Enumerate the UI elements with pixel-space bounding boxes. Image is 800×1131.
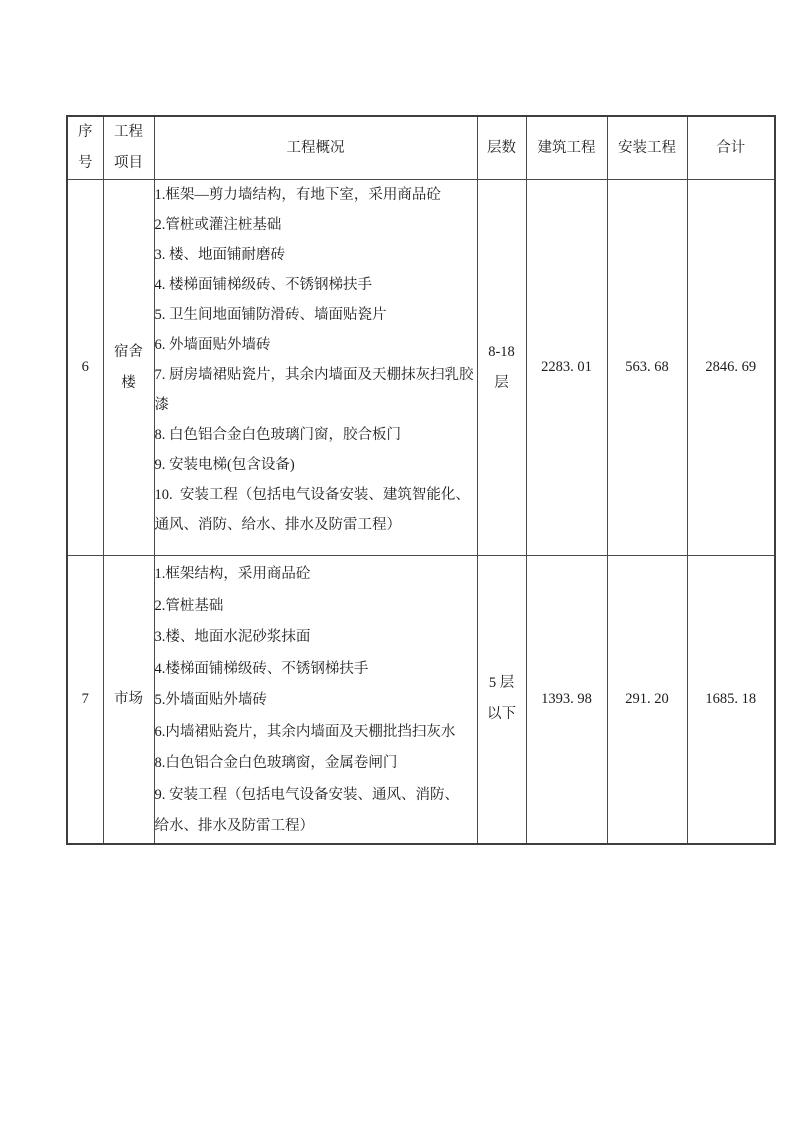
header-construction-cost: 建筑工程 — [526, 116, 607, 180]
seq-cell: 6 — [67, 180, 103, 556]
floors-line: 层 — [494, 374, 509, 391]
project-line: 楼 — [121, 374, 136, 391]
overview-line: 6. 外墙面贴外墙砖 — [154, 337, 271, 353]
overview-line: 1.框架结构，采用商品砼 — [154, 566, 311, 582]
project-cell — [103, 556, 154, 844]
header-floors: 层数 — [477, 116, 526, 180]
overview-line: 2.管桩基础 — [154, 597, 224, 614]
table-row-dormitory — [67, 180, 775, 556]
overview-line: 9. 安装工程（包括电气设备安装、通风、消防、 — [154, 786, 459, 803]
installation-cost-cell: 291. 20 — [607, 556, 687, 844]
overview-line: 给水、排水及防雷工程） — [154, 818, 314, 834]
header-row — [67, 116, 775, 180]
overview-line: 通风、消防、给水、排水及防雷工程） — [154, 517, 401, 533]
floors-line: 8-18 — [488, 343, 515, 360]
overview-line: 10. 安装工程（包括电气设备安装、建筑智能化、 — [154, 487, 470, 503]
overview-line: 8.白色铝合金白色玻璃窗，金属卷闸门 — [154, 755, 398, 771]
overview-line: 3. 楼、地面铺耐磨砖 — [154, 247, 285, 263]
header-installation-cost: 安装工程 — [607, 116, 687, 180]
header-seq — [67, 116, 103, 180]
header-project-line2: 项目 — [114, 155, 143, 171]
header-project — [103, 116, 154, 180]
overview-line: 漆 — [154, 397, 169, 413]
construction-cost-cell: 1393. 98 — [526, 556, 607, 844]
overview-line: 6.内墙裙贴瓷片，其余内墙面及天棚批挡扫灰水 — [154, 723, 456, 740]
floors-cell — [477, 180, 526, 556]
overview-line: 3.楼、地面水泥砂浆抹面 — [154, 629, 311, 645]
overview-line: 1.框架—剪力墙结构，有地下室，采用商品砼 — [154, 187, 441, 203]
overview-cell — [154, 556, 477, 844]
project-cell — [103, 180, 154, 556]
overview-line: 2.管桩或灌注桩基础 — [154, 217, 282, 233]
total-cell: 2846. 69 — [687, 180, 775, 556]
header-total: 合计 — [687, 116, 775, 180]
floors-cell — [477, 556, 526, 844]
overview-line: 5.外墙面贴外墙砖 — [154, 692, 267, 708]
floors-line: 5 层 — [488, 675, 515, 692]
table-row-market — [67, 556, 775, 844]
header-seq-line1: 序 — [78, 124, 93, 140]
project-line: 宿舍 — [114, 343, 143, 360]
overview-line: 4.楼梯面铺梯级砖、不锈钢梯扶手 — [154, 660, 369, 677]
overview-line: 8. 白色铝合金白色玻璃门窗，胶合板门 — [154, 427, 401, 443]
header-overview: 工程概况 — [154, 116, 477, 180]
header-project-line1: 工程 — [114, 124, 143, 140]
overview-line: 7. 厨房墙裙贴瓷片，其余内墙面及天棚抹灰扫乳胶 — [154, 367, 474, 383]
overview-cell — [154, 180, 477, 556]
overview-line: 4. 楼梯面铺梯级砖、不锈钢梯扶手 — [154, 277, 372, 293]
overview-line: 9. 安装电梯(包含设备) — [154, 457, 295, 473]
construction-cost-cell: 2283. 01 — [526, 180, 607, 556]
project-line: 市场 — [114, 690, 143, 707]
floors-line: 以下 — [487, 706, 516, 723]
overview-line: 5. 卫生间地面铺防滑砖、墙面贴瓷片 — [154, 307, 387, 323]
total-cell: 1685. 18 — [687, 556, 775, 844]
installation-cost-cell: 563. 68 — [607, 180, 687, 556]
project-cost-table — [66, 115, 776, 845]
seq-cell: 7 — [67, 556, 103, 844]
header-seq-line2: 号 — [78, 155, 93, 171]
